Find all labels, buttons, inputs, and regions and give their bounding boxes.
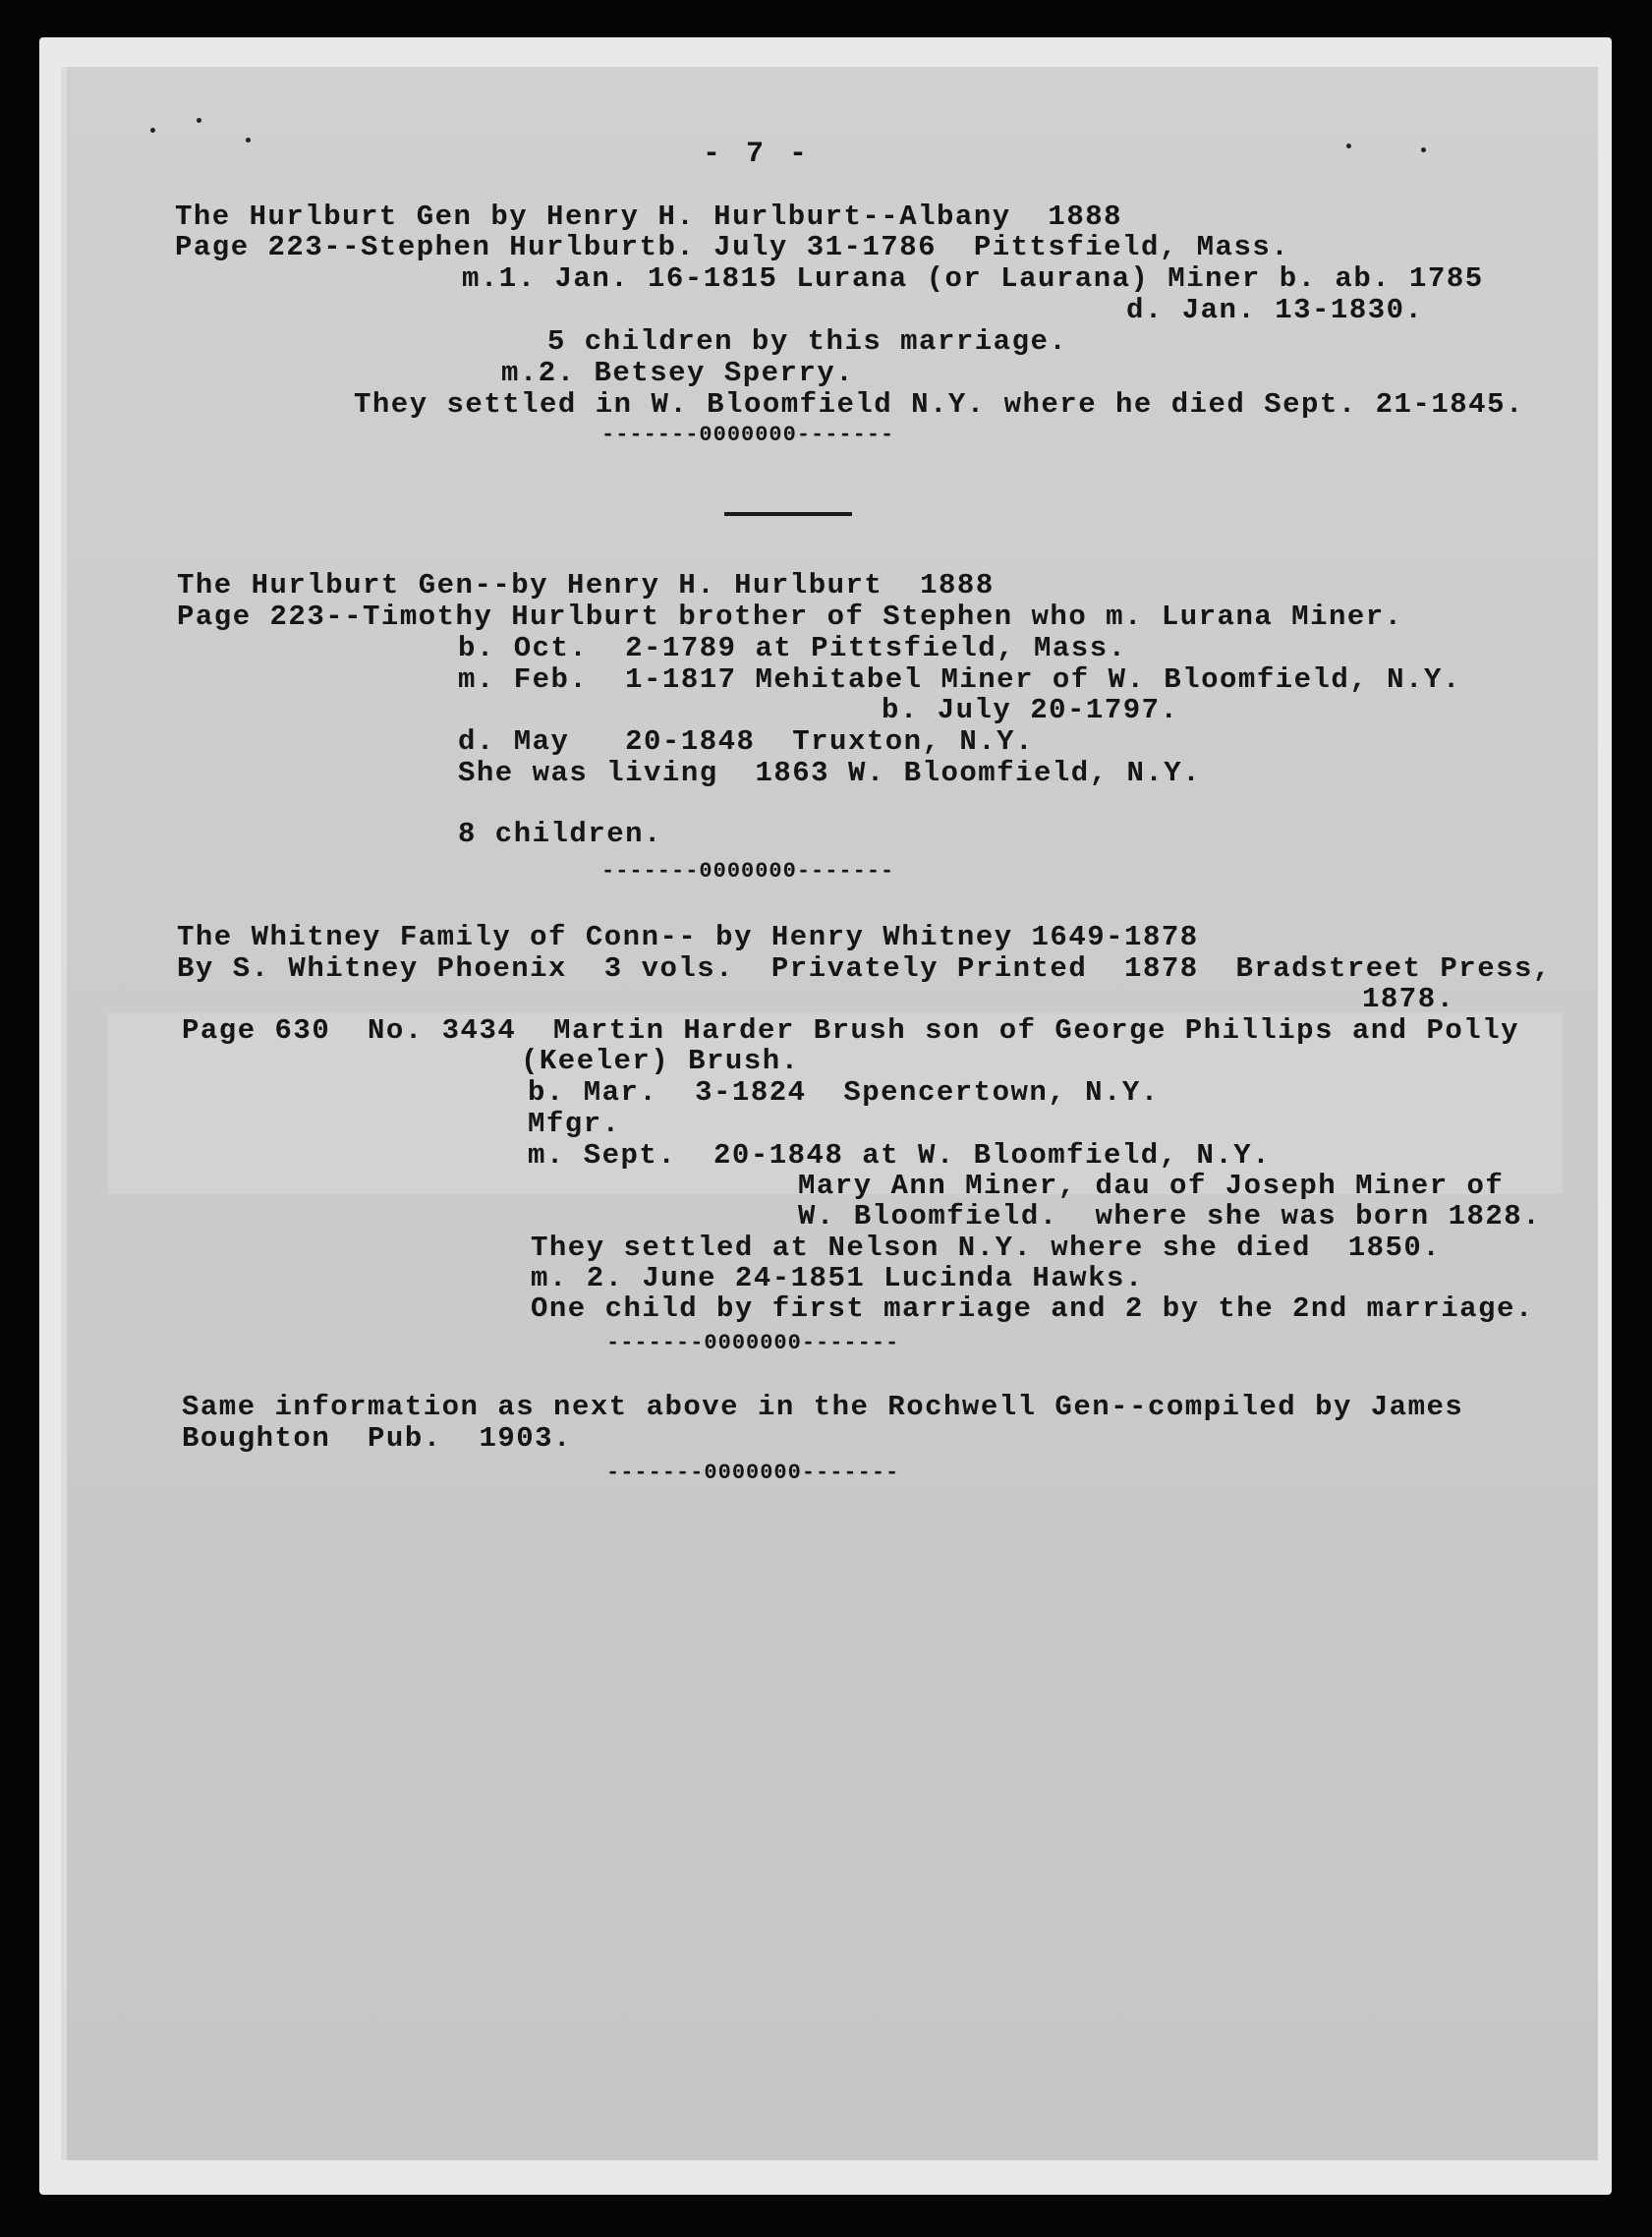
separator: -------0000000------- — [606, 1331, 900, 1355]
entry2-line: m. Feb. 1-1817 Mehitabel Miner of W. Bloomfield, N.Y. — [458, 663, 1461, 696]
entry3-line: Page 630 No. 3434 Martin Harder Brush son of George Phillips and Polly — [182, 1014, 1520, 1047]
entry1-line: They settled in W. Bloomfield N.Y. where he died Sept. 21-1845. — [354, 388, 1524, 421]
entry1-line: 5 children by this marriage. — [547, 325, 1068, 358]
ink-speck — [1346, 143, 1351, 148]
entry4-line: Same information as next above in the Rochwell Gen--compiled by James — [182, 1391, 1464, 1423]
ink-speck — [197, 118, 201, 123]
entry3-line: (Keeler) Brush. — [521, 1045, 800, 1077]
entry3-line: 1878. — [1362, 983, 1455, 1015]
entry1-line: d. Jan. 13-1830. — [1126, 294, 1424, 326]
entry3-line: Mary Ann Miner, dau of Joseph Miner of — [798, 1170, 1505, 1202]
entry3-line: One child by first marriage and 2 by the 2nd marriage. — [531, 1292, 1534, 1325]
entry2-line: The Hurlburt Gen--by Henry H. Hurlburt 1888 — [177, 569, 995, 602]
entry1-line: The Hurlburt Gen by Henry H. Hurlburt--Albany 1888 — [175, 201, 1123, 233]
entry4-line: Boughton Pub. 1903. — [182, 1422, 572, 1455]
entry3-line: By S. Whitney Phoenix 3 vols. Privately Printed 1878 Bradstreet Press, — [177, 952, 1552, 985]
entry3-line: Mfgr. — [528, 1108, 621, 1140]
entry3-line: W. Bloomfield. where she was born 1828. — [798, 1200, 1542, 1233]
entry1-line: m.1. Jan. 16-1815 Lurana (or Laurana) Miner b. ab. 1785 — [462, 262, 1484, 295]
ink-speck — [1421, 147, 1426, 152]
entry1-line: m.2. Betsey Sperry. — [501, 357, 855, 389]
entry3-line: m. Sept. 20-1848 at W. Bloomfield, N.Y. — [528, 1139, 1272, 1172]
page-number: - 7 - — [703, 138, 812, 171]
entry2-line: 8 children. — [458, 818, 662, 850]
entry3-line: b. Mar. 3-1824 Spencertown, N.Y. — [528, 1076, 1160, 1109]
separator: -------0000000------- — [606, 1461, 900, 1485]
entry2-line: She was living 1863 W. Bloomfield, N.Y. — [458, 757, 1202, 789]
entry2-line: d. May 20-1848 Truxton, N.Y. — [458, 725, 1034, 758]
entry2-line: Page 223--Timothy Hurlburt brother of Stephen who m. Lurana Miner. — [177, 601, 1403, 633]
entry1-line: Page 223--Stephen Hurlburtb. July 31-1786 Pittsfield, Mass. — [175, 231, 1290, 263]
entry3-line: They settled at Nelson N.Y. where she died 1850. — [531, 1232, 1442, 1264]
entry2-line: b. Oct. 2-1789 at Pittsfield, Mass. — [458, 632, 1127, 664]
ink-speck — [246, 138, 251, 143]
ink-speck — [150, 128, 155, 133]
entry3-line: The Whitney Family of Conn-- by Henry Whitney 1649-1878 — [177, 921, 1199, 953]
entry3-line: m. 2. June 24-1851 Lucinda Hawks. — [531, 1262, 1144, 1294]
entry2-line: b. July 20-1797. — [882, 694, 1179, 726]
separator: -------0000000------- — [601, 859, 895, 884]
separator: -------0000000------- — [601, 423, 895, 447]
horizontal-rule — [724, 512, 852, 516]
